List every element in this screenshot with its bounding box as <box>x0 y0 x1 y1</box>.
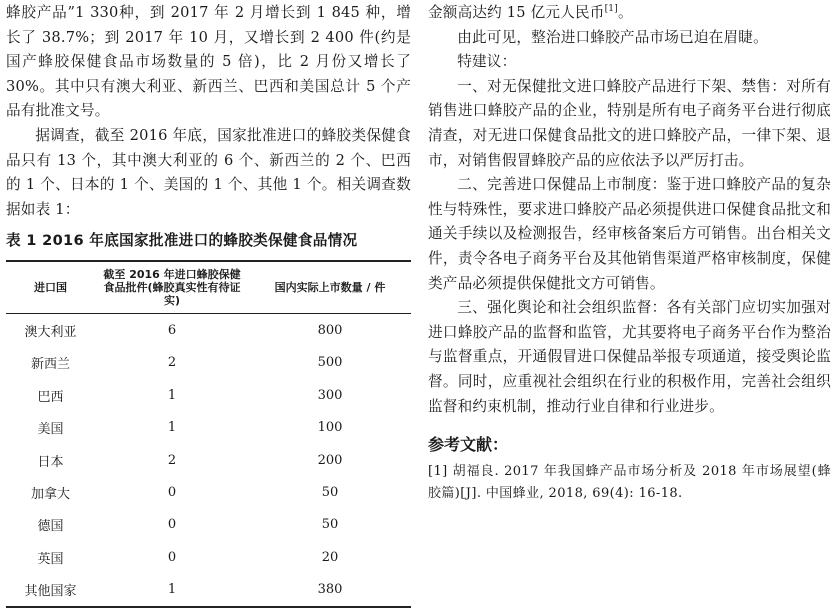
header-market-count: 国内实际上市数量 / 件 <box>249 261 411 314</box>
cell-approvals: 2 <box>167 355 177 371</box>
header-approvals: 截至 2016 年进口蜂胶保健食品批件(蜂胶真实性有待证实) <box>95 261 249 314</box>
import-propolis-table <box>6 260 411 608</box>
table-title: 表 1 2016 年底国家批准进口的蜂胶类保健食品情况 <box>6 232 358 250</box>
table-row <box>6 379 411 411</box>
paragraph-market-value <box>428 1 831 26</box>
cell-market-count: 50 <box>321 517 339 533</box>
left-column <box>6 0 411 608</box>
cell-country: 美国 <box>37 422 64 438</box>
cell-market-count: 100 <box>317 420 343 436</box>
suggestion-heading: 特建议： <box>457 53 517 71</box>
cell-country: 新西兰 <box>31 357 71 373</box>
table-row <box>6 573 411 606</box>
cell-country: 其他国家 <box>6 573 95 606</box>
references-heading: 参考文献： <box>428 435 509 455</box>
cell-approvals: 0 <box>167 484 177 500</box>
cell-approvals: 1 <box>167 420 177 436</box>
table-row <box>6 412 411 444</box>
paragraph-survey: 据调查，截至 2016 年底，国家批准进口的蜂胶类保健食品只有 13 个，其中澳大利亚的 6 个、新西兰的 2 个、巴西的 1 个、日本的 1 个、美国的 1 个、其他 1 个。相关调查数据如表 1： <box>6 126 411 218</box>
cell-market-count: 50 <box>321 484 339 500</box>
cell-market-count: 200 <box>317 452 343 468</box>
cell-market-count: 800 <box>317 323 343 339</box>
cell-country: 加拿大 <box>31 486 71 502</box>
cell-market-count: 380 <box>249 573 411 606</box>
market-value-text: 金额高达约 15 亿元人民币 <box>428 4 605 21</box>
table-row <box>6 314 411 347</box>
cell-approvals: 1 <box>95 573 249 606</box>
paragraph-conclusion: 由此可见，整治进口蜂胶产品市场已迫在眉睫。 <box>457 28 768 46</box>
market-value-end: 。 <box>617 4 633 21</box>
right-column <box>428 0 831 505</box>
table-row <box>6 509 411 541</box>
paragraph-market-growth: 蜂胶产品”1 330种，到 2017 年 2 月增长到 1 845 种，增长了 38.7%；到 2017 年 10 月，又增长到 2 400 件(约是国产蜂胶保健食品市场数量的 5 倍)，比 2 月份又增长了 30%。其中只有澳大利亚、新西兰、巴西和美国总计 5 个产品有批准文号。 <box>6 4 411 120</box>
cell-country: 德国 <box>37 519 64 535</box>
suggestion-2: 二、完善进口保健品上市制度：鉴于进口蜂胶产品的复杂性与特殊性，要求进口蜂胶产品必须提供进口保健食品批文和通关手续以及检测报告，经审核备案后方可销售。出台相关文件，责令各电子商务平台及其他销售渠道严格审核制度，保健类产品必须提供保健批文方可销售。 <box>428 176 831 292</box>
table-row <box>6 476 411 508</box>
cell-country: 巴西 <box>37 389 64 405</box>
cell-approvals: 0 <box>167 549 177 565</box>
table-row <box>6 347 411 379</box>
header-country: 进口国 <box>6 261 95 314</box>
citation-marker: [1] <box>604 4 618 15</box>
table-header-row <box>6 261 411 314</box>
table-row <box>6 541 411 573</box>
cell-approvals: 0 <box>167 517 177 533</box>
reference-1: [1] 胡福良. 2017 年我国蜂产品市场分析及 2018 年市场展望(蜂胶篇)[J]. 中国蜂业, 2018, 69(4): 16-18. <box>428 464 831 502</box>
cell-approvals: 1 <box>167 387 177 403</box>
cell-country: 英国 <box>37 551 64 567</box>
cell-approvals: 6 <box>167 323 177 339</box>
suggestion-1: 一、对无保健批文进口蜂胶产品进行下架、禁售：对所有销售进口蜂胶产品的企业，特别是所有电子商务平台进行彻底清查，对无进口保健食品批文的进口蜂胶产品，一律下架、退市，对销售假冒蜂胶产品的应依法予以严厉打击。 <box>428 77 831 169</box>
cell-market-count: 20 <box>321 549 339 565</box>
cell-country: 日本 <box>37 454 64 470</box>
cell-country: 澳大利亚 <box>24 325 77 341</box>
table-row <box>6 444 411 476</box>
suggestion-3: 三、强化舆论和社会组织监督：各有关部门应切实加强对进口蜂胶产品的监督和监管，尤其要将电子商务平台作为整治与监督重点，开通假冒进口保健品举报专项通道，接受舆论监督。同时，应重视社会组织在行业的积极作用，完善社会组织监督和约束机制，推动行业自律和行业进步。 <box>428 299 831 415</box>
cell-market-count: 300 <box>317 387 343 403</box>
cell-approvals: 2 <box>167 452 177 468</box>
cell-market-count: 500 <box>317 355 343 371</box>
